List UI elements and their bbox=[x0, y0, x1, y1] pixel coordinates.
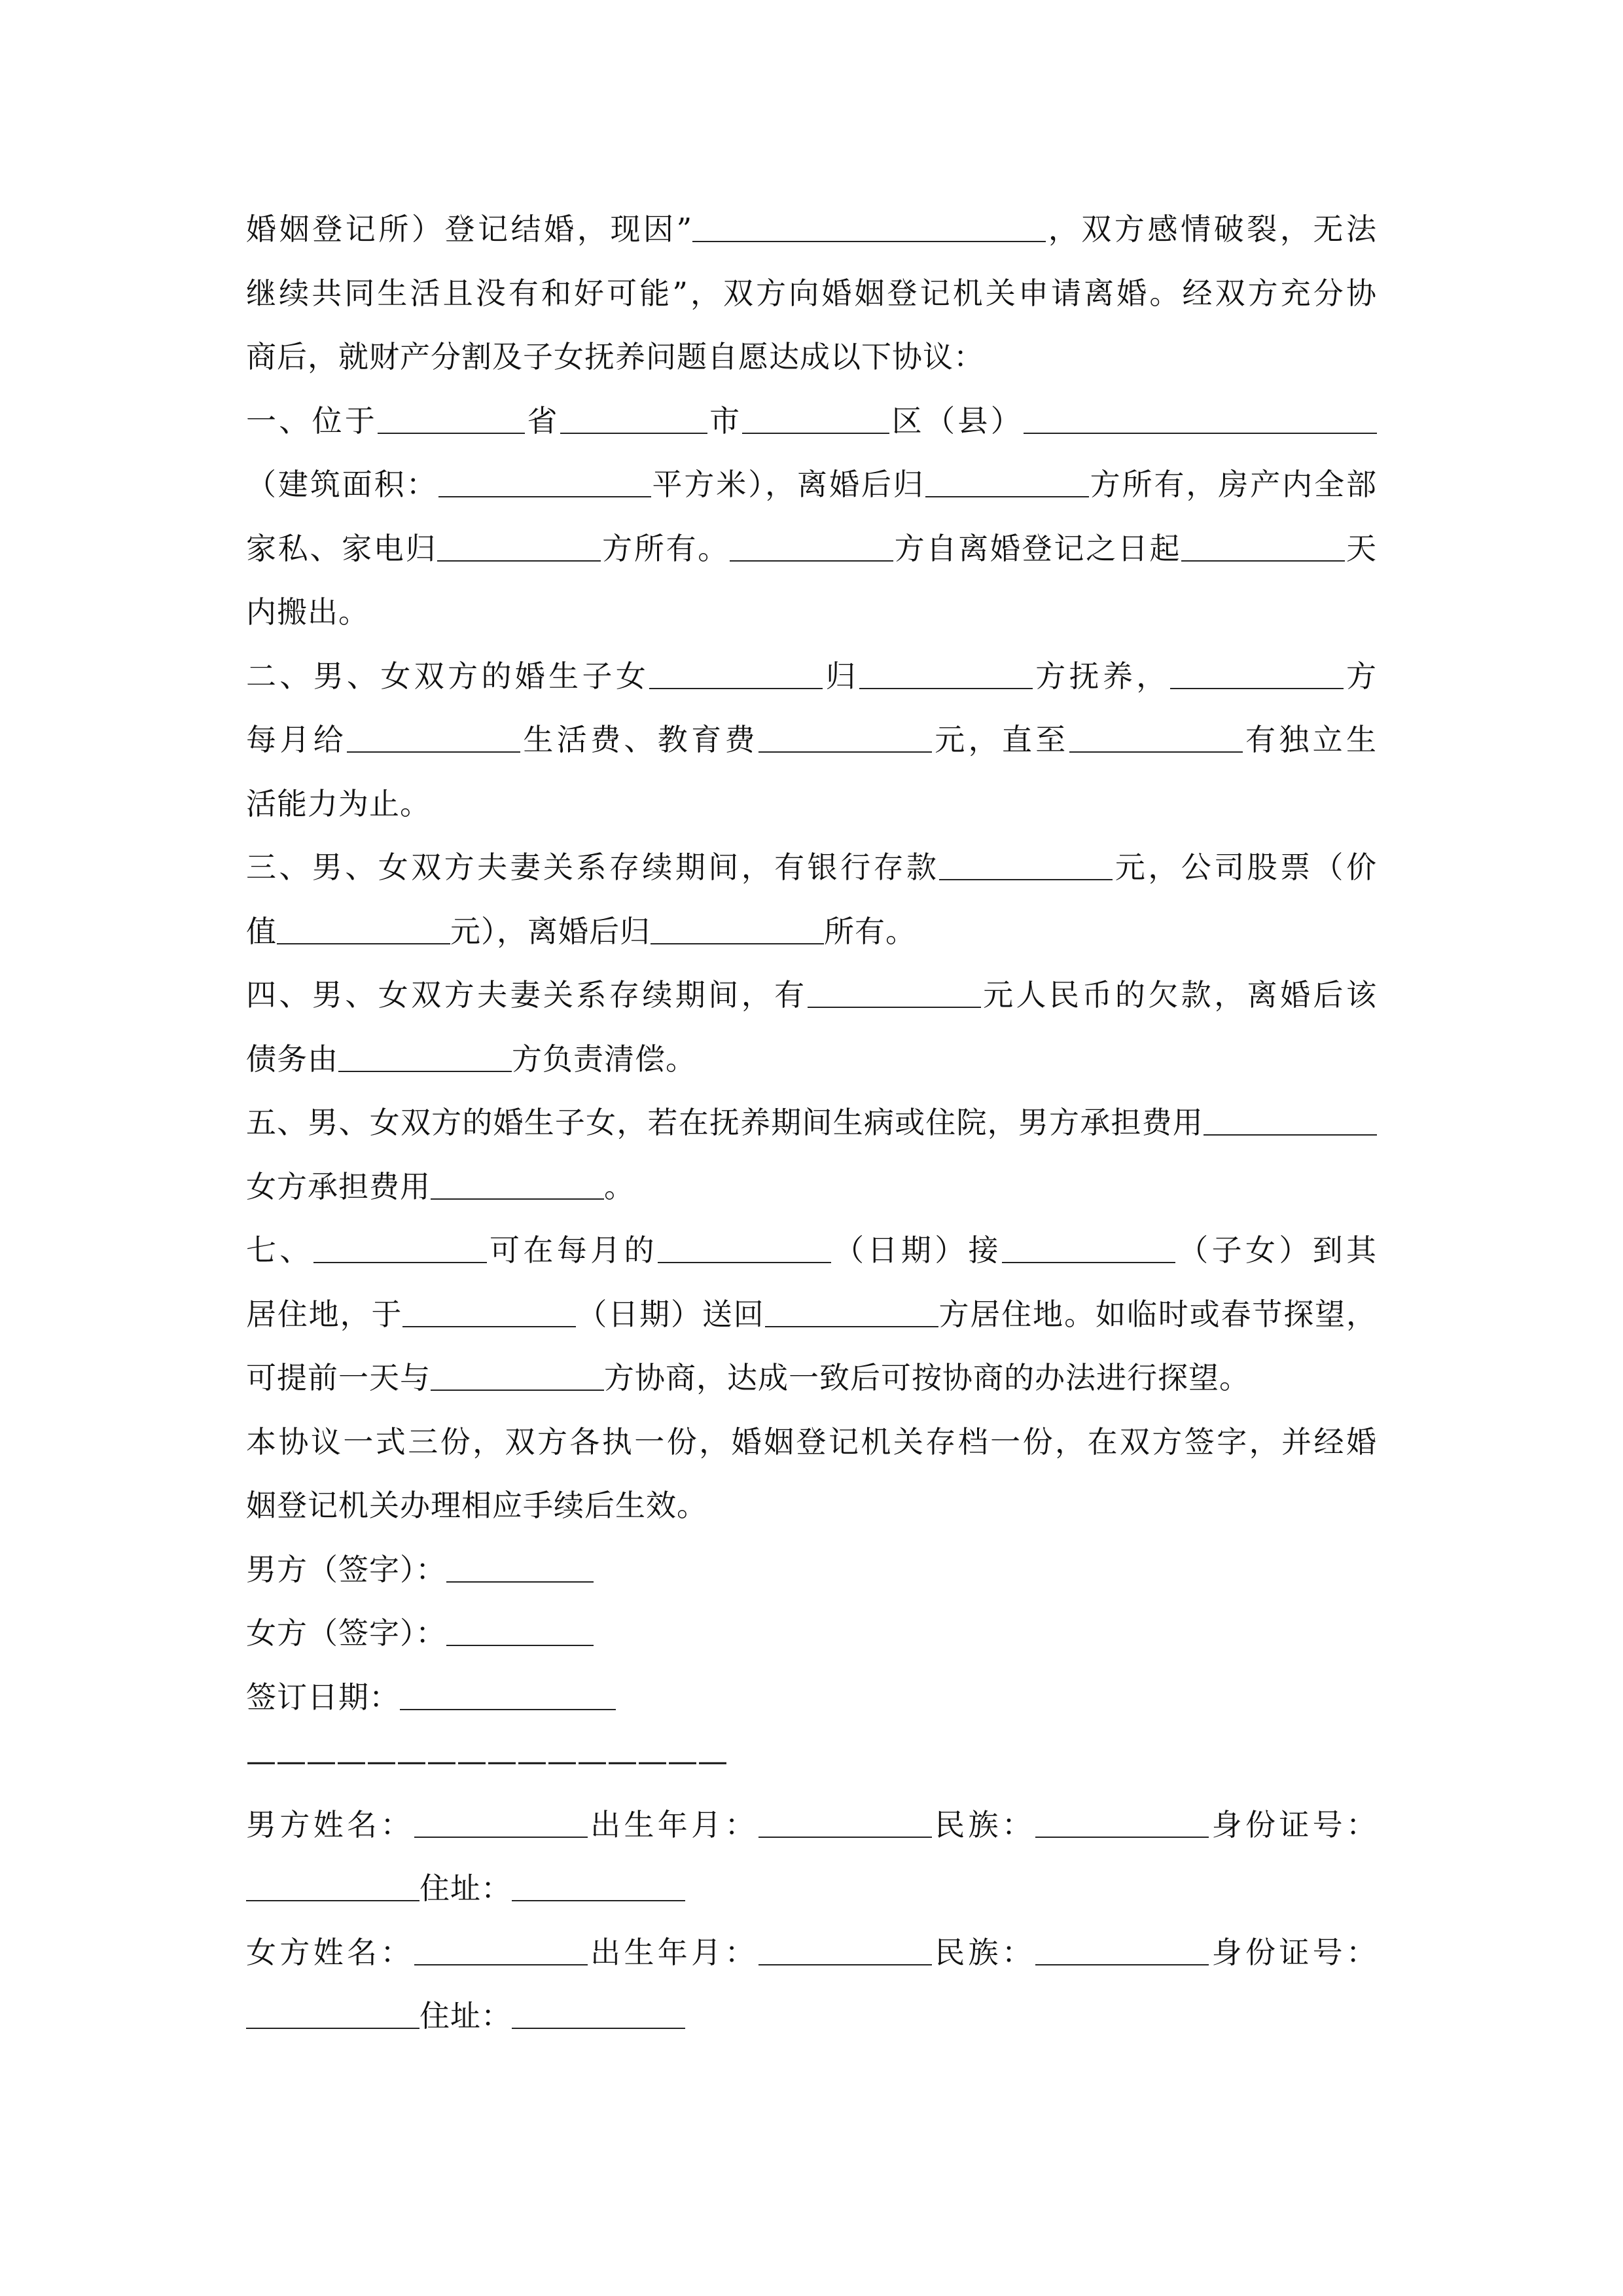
female-birth-label: 出生年月： bbox=[587, 1934, 758, 1970]
female-address-label: 住址： bbox=[419, 1998, 512, 2034]
house-owner-blank[interactable] bbox=[925, 461, 1089, 497]
s7-text-e: 居住地，于 bbox=[246, 1296, 403, 1332]
male-medical-share-blank[interactable] bbox=[1204, 1099, 1377, 1136]
female-birth-blank[interactable] bbox=[758, 1929, 932, 1965]
s1-text-b: 省 bbox=[525, 403, 560, 439]
s1-text-l: 天 bbox=[1345, 530, 1377, 566]
male-ethnicity-blank[interactable] bbox=[1035, 1801, 1209, 1838]
intro-text-1a: 婚姻登记所）登记结婚，现因” bbox=[246, 211, 693, 247]
s3-text-b: 元，公司股票（价 bbox=[1113, 850, 1377, 885]
s2-text-h: 有独立生 bbox=[1242, 722, 1377, 757]
until-person-blank[interactable] bbox=[1069, 716, 1243, 753]
section-1-line-2 bbox=[246, 453, 1377, 517]
male-signature-blank[interactable] bbox=[446, 1546, 594, 1583]
section-3-line-1 bbox=[246, 836, 1377, 900]
intro-line-1 bbox=[246, 198, 1377, 262]
address-blank[interactable] bbox=[1024, 397, 1377, 434]
female-name-blank[interactable] bbox=[414, 1929, 588, 1965]
furniture-owner-blank[interactable] bbox=[437, 525, 601, 562]
s4-text-c: 债务由 bbox=[246, 1041, 338, 1077]
province-blank[interactable] bbox=[378, 397, 525, 434]
s2-text-g: 元，直至 bbox=[931, 722, 1069, 757]
closing-text-2: 姻登记机关办理相应手续后生效。 bbox=[246, 1488, 707, 1523]
intro-line-3 bbox=[246, 325, 1377, 389]
female-ethnicity-label: 民族： bbox=[931, 1934, 1036, 1970]
section-3-line-2 bbox=[246, 900, 1377, 964]
female-address-blank[interactable] bbox=[512, 1992, 685, 2029]
male-ethnicity-label: 民族： bbox=[931, 1806, 1036, 1842]
female-id-blank[interactable] bbox=[246, 1992, 419, 2029]
intro-text-3: 商后，就财产分割及子女抚养问题自愿达成以下协议： bbox=[246, 339, 984, 374]
male-info-line-1 bbox=[246, 1793, 1377, 1857]
s5-text-d: 。 bbox=[604, 1168, 635, 1204]
male-name-blank[interactable] bbox=[414, 1801, 588, 1838]
s5-text-c: 女方承担费用 bbox=[246, 1168, 431, 1204]
section-1-line-3 bbox=[246, 517, 1377, 581]
male-address-label: 住址： bbox=[419, 1871, 512, 1906]
female-info-line-1 bbox=[246, 1921, 1377, 1985]
male-signature-line bbox=[246, 1538, 1377, 1602]
s7-text-b: 可在每月的 bbox=[486, 1232, 658, 1268]
s1-text-i: 家私、家电归 bbox=[246, 530, 438, 566]
section-7-line-2 bbox=[246, 1283, 1377, 1347]
intro-text-1b: ，双方感情破裂，无法 bbox=[1046, 211, 1377, 247]
male-id-label: 身份证号： bbox=[1209, 1806, 1377, 1842]
visiting-party-blank[interactable] bbox=[313, 1227, 487, 1263]
district-blank[interactable] bbox=[742, 397, 889, 434]
support-recipient-blank[interactable] bbox=[347, 716, 520, 753]
divider bbox=[246, 1729, 1377, 1793]
section-2-line-2 bbox=[246, 708, 1377, 772]
s4-text-a: 四、男、女双方夫妻关系存续期间，有 bbox=[246, 977, 808, 1013]
debt-amount-blank[interactable] bbox=[808, 971, 981, 1008]
female-id-label: 身份证号： bbox=[1209, 1934, 1377, 1970]
section-7-line-1 bbox=[246, 1219, 1377, 1283]
s1-text-j: 方所有。 bbox=[601, 530, 730, 566]
support-party-blank[interactable] bbox=[1170, 653, 1344, 689]
section-2-line-1 bbox=[246, 645, 1377, 709]
s1-text-a: 一、位于 bbox=[246, 403, 378, 439]
custody-party-blank[interactable] bbox=[859, 653, 1033, 689]
divorce-reason-blank[interactable] bbox=[692, 206, 1046, 242]
section-4-line-1 bbox=[246, 963, 1377, 1028]
section-4-line-2 bbox=[246, 1028, 1377, 1092]
s7-text-i: 方协商，达成一致后可按协商的办法进行探望。 bbox=[604, 1360, 1250, 1395]
child-visit-blank[interactable] bbox=[1002, 1227, 1175, 1263]
s2-text-i: 活能力为止。 bbox=[246, 785, 431, 821]
s1-text-h: 方所有，房产内全部 bbox=[1088, 467, 1377, 502]
male-signature-label: 男方（签字）： bbox=[246, 1551, 446, 1587]
female-ethnicity-blank[interactable] bbox=[1035, 1929, 1209, 1965]
pickup-date-blank[interactable] bbox=[658, 1227, 831, 1263]
return-date-blank[interactable] bbox=[402, 1291, 576, 1327]
s7-text-f: （日期）送回 bbox=[576, 1296, 765, 1332]
days-blank[interactable] bbox=[1181, 525, 1345, 562]
female-name-label: 女方姓名： bbox=[246, 1934, 414, 1970]
moving-party-blank[interactable] bbox=[730, 525, 893, 562]
deposit-amount-blank[interactable] bbox=[939, 844, 1113, 880]
divider-text: ———————————————— bbox=[246, 1743, 728, 1778]
closing-line-1 bbox=[246, 1410, 1377, 1475]
debt-party-blank[interactable] bbox=[338, 1035, 512, 1072]
agreement-body bbox=[246, 198, 1377, 2049]
child-name-blank[interactable] bbox=[649, 653, 823, 689]
area-blank[interactable] bbox=[438, 461, 651, 497]
s3-text-c: 值 bbox=[246, 913, 277, 949]
section-1-line-1 bbox=[246, 389, 1377, 454]
male-id-blank[interactable] bbox=[246, 1865, 419, 1901]
s2-text-f: 生活费、教育费 bbox=[520, 722, 758, 757]
section-7-line-3 bbox=[246, 1346, 1377, 1410]
s1-text-m: 内搬出。 bbox=[246, 594, 369, 630]
s7-text-h: 可提前一天与 bbox=[246, 1360, 431, 1395]
intro-text-2: 继续共同生活且没有和好可能”，双方向婚姻登记机关申请离婚。经双方充分协 bbox=[246, 275, 1377, 311]
closing-text-1: 本协议一式三份，双方各执一份，婚姻登记机关存档一份，在双方签字，并经婚 bbox=[246, 1424, 1377, 1460]
s2-text-e: 每月给 bbox=[246, 722, 348, 757]
s7-text-d: （子女）到其 bbox=[1175, 1232, 1377, 1268]
sign-date-line bbox=[246, 1666, 1377, 1730]
closing-line-2 bbox=[246, 1474, 1377, 1538]
s7-text-c: （日期）接 bbox=[830, 1232, 1002, 1268]
s2-text-d: 方 bbox=[1343, 658, 1377, 694]
s3-text-d: 元），离婚后归 bbox=[450, 913, 651, 949]
s2-text-a: 二、男、女双方的婚生子女 bbox=[246, 658, 650, 694]
s7-text-a: 七、 bbox=[246, 1232, 313, 1268]
section-2-line-3 bbox=[246, 772, 1377, 836]
s3-text-e: 所有。 bbox=[824, 913, 916, 949]
female-medical-share-blank[interactable] bbox=[431, 1163, 604, 1200]
s5-text-a: 五、男、女双方的婚生子女，若在抚养期间生病或住院，男方承担费用 bbox=[246, 1105, 1204, 1140]
female-signature-line bbox=[246, 1602, 1377, 1666]
female-info-line-2 bbox=[246, 1984, 1377, 2049]
s3-text-a: 三、男、女双方夫妻关系存续期间，有银行存款 bbox=[246, 850, 940, 885]
s4-text-d: 方负责清偿。 bbox=[512, 1041, 696, 1077]
male-birth-label: 出生年月： bbox=[587, 1806, 758, 1842]
male-info-line-2 bbox=[246, 1857, 1377, 1921]
s4-text-b: 元人民币的欠款，离婚后该 bbox=[980, 977, 1377, 1013]
consult-party-blank[interactable] bbox=[431, 1354, 604, 1391]
male-birth-blank[interactable] bbox=[758, 1801, 932, 1838]
stock-value-blank[interactable] bbox=[277, 908, 450, 944]
s1-text-g: 平方米），离婚后归 bbox=[651, 467, 925, 502]
female-signature-blank[interactable] bbox=[446, 1609, 594, 1646]
male-name-label: 男方姓名： bbox=[246, 1806, 414, 1842]
s2-text-b: 归 bbox=[823, 658, 859, 694]
section-1-line-4 bbox=[246, 581, 1377, 645]
sign-date-blank[interactable] bbox=[400, 1674, 616, 1710]
s1-text-c: 市 bbox=[707, 403, 743, 439]
male-address-blank[interactable] bbox=[512, 1865, 685, 1901]
city-blank[interactable] bbox=[560, 397, 707, 434]
sign-date-label: 签订日期： bbox=[246, 1679, 400, 1715]
return-party-blank[interactable] bbox=[765, 1291, 938, 1327]
s1-text-f: （建筑面积： bbox=[246, 467, 438, 502]
s1-text-d: 区（县） bbox=[889, 403, 1024, 439]
s2-text-c: 方抚养， bbox=[1032, 658, 1170, 694]
s1-text-k: 方自离婚登记之日起 bbox=[893, 530, 1182, 566]
support-amount-blank[interactable] bbox=[758, 716, 932, 753]
section-5-line-1 bbox=[246, 1091, 1377, 1155]
section-5-line-2 bbox=[246, 1155, 1377, 1219]
intro-line-2 bbox=[246, 262, 1377, 326]
s7-text-g: 方居住地。如临时或春节探望， bbox=[938, 1296, 1377, 1332]
female-signature-label: 女方（签字）： bbox=[246, 1615, 446, 1651]
stock-owner-blank[interactable] bbox=[651, 908, 824, 944]
